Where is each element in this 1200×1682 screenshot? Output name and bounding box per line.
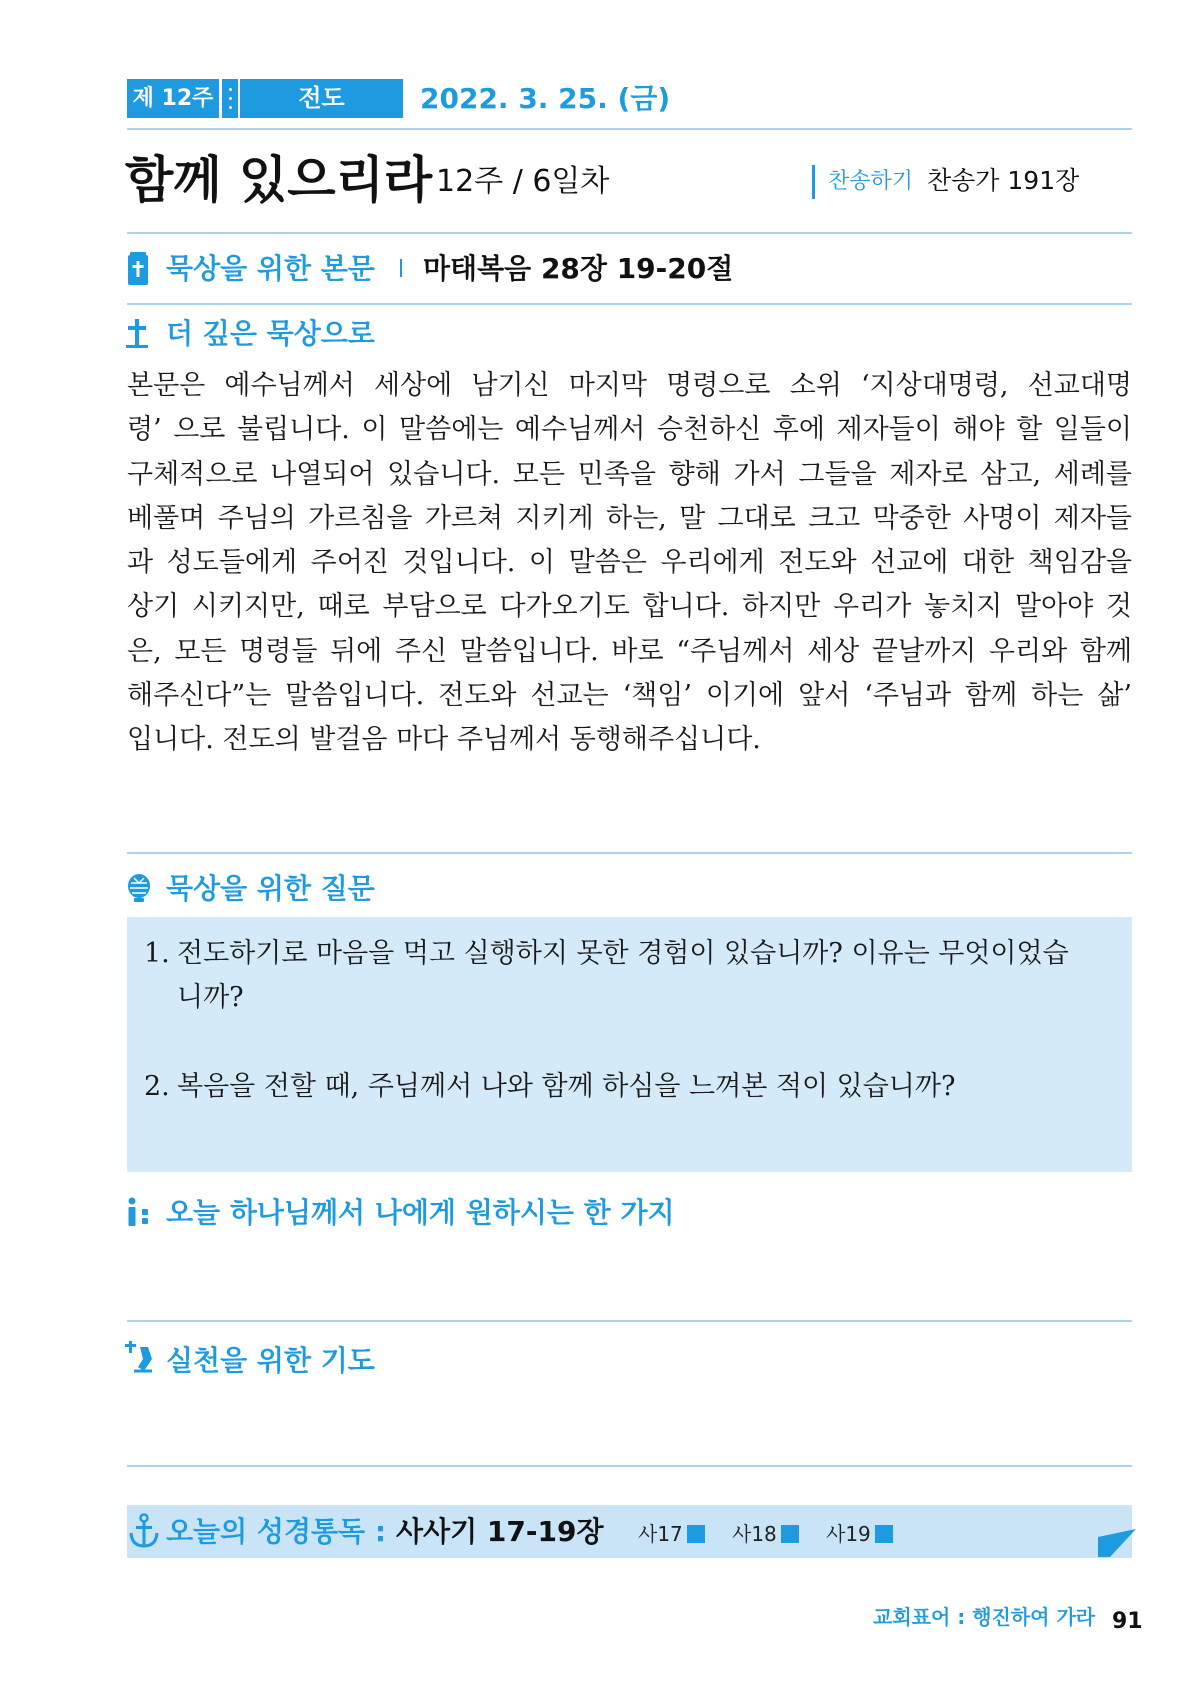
body-line: 과 성도들에게 주어진 것입니다. 이 말씀은 우리에게 전도와 선교에 대한 책임감을: [127, 547, 1132, 579]
page-title: 함께 있으리라: [125, 151, 433, 209]
anchor-icon: [128, 1513, 160, 1549]
date: 2022. 3. 25. (금): [420, 82, 671, 115]
divider: [127, 303, 1132, 305]
body-line: 은, 모든 명령들 뒤에 주신 말씀입니다. 바로 “주님께서 세상 끝날까지 우리와 함께: [127, 635, 1132, 667]
topic-badge: 전도: [240, 79, 403, 118]
page-number: 91: [1112, 1609, 1143, 1634]
reading-check-label: 사17: [638, 1522, 683, 1546]
divider: [127, 852, 1132, 854]
hymn-value: 찬송가 191장: [927, 166, 1080, 195]
bible-reading-label: 오늘의 성경통독 :: [166, 1515, 387, 1548]
question-number: 2.: [144, 1071, 170, 1102]
body-line: 구체적으로 나열되어 있습니다. 모든 민족을 향해 가서 그들을 제자로 삼고, 세례를: [127, 458, 1132, 490]
body-line: 본문은 예수님께서 세상에 남기신 마지막 명령으로 소위 ‘지상대명령, 선교대명: [127, 370, 1132, 401]
divider: [127, 1465, 1132, 1467]
hymn-label: 찬송하기: [828, 169, 914, 194]
person-info-icon: [127, 1197, 151, 1227]
scripture-reference: 마태복음 28장 19-20절: [423, 252, 734, 285]
bible-icon: [127, 252, 149, 286]
bible-reading-book: 사사기 17-19장: [396, 1515, 604, 1548]
body-line: 입니다. 전도의 발걸음 마다 주님께서 동행해주십니다.: [127, 724, 761, 756]
question-number: 1.: [144, 938, 170, 969]
divider: [127, 232, 1132, 234]
lightbulb-icon: [126, 873, 152, 903]
scripture-label: 묵상을 위한 본문: [166, 252, 375, 285]
page-subtitle: 12주 / 6일차: [436, 164, 610, 199]
scripture-separator: [400, 259, 402, 277]
meditation-label: 더 깊은 묵상으로: [166, 317, 375, 350]
reading-check-label: 사19: [826, 1522, 871, 1546]
body-line: 해주신다”는 말씀입니다. 전도와 선교는 ‘책임’ 이기에 앞서 ‘주님과 함께 하는 삶’: [127, 680, 1132, 712]
corner-fold-icon: [1098, 1529, 1136, 1557]
divider: [127, 1320, 1132, 1322]
reading-checkbox[interactable]: [875, 1525, 893, 1543]
praying-hands-icon: [124, 1341, 156, 1375]
question-text-continued: 니까?: [177, 982, 244, 1013]
one-thing-label: 오늘 하나님께서 나에게 원하시는 한 가지: [166, 1196, 675, 1229]
prayer-label: 실천을 위한 기도: [166, 1344, 375, 1377]
footer-motto: 교회표어 : 행진하여 가라: [873, 1605, 1096, 1629]
question-text: 전도하기로 마음을 먹고 실행하지 못한 경험이 있습니까? 이유는 무엇이었습: [177, 938, 1069, 969]
reading-checkbox[interactable]: [687, 1525, 705, 1543]
week-dots-divider: [222, 79, 238, 118]
meditation-body: [127, 364, 1132, 763]
questions-box: [127, 917, 1132, 1172]
question-text: 복음을 전할 때, 주님께서 나와 함께 하심을 느껴본 적이 있습니까?: [177, 1071, 956, 1102]
questions-label: 묵상을 위한 질문: [166, 872, 375, 905]
cross-icon: [126, 318, 148, 350]
body-line: 베풀며 주님의 가르침을 가르쳐 지키게 하는, 말 그대로 크고 막중한 사명이 제자들: [127, 502, 1132, 534]
body-line: 령’ 으로 불립니다. 이 말씀에는 예수님께서 승천하신 후에 제자들이 해야 할 일들이: [127, 414, 1132, 446]
reading-check-label: 사18: [732, 1522, 777, 1546]
hymn-accent-bar: [812, 165, 815, 199]
reading-checkbox[interactable]: [781, 1525, 799, 1543]
body-line: 상기 시키지만, 때로 부담으로 다가오기도 합니다. 하지만 우리가 놓치지 말아야 것: [127, 591, 1132, 623]
week-badge: 제 12주: [127, 79, 219, 118]
divider: [127, 128, 1132, 130]
